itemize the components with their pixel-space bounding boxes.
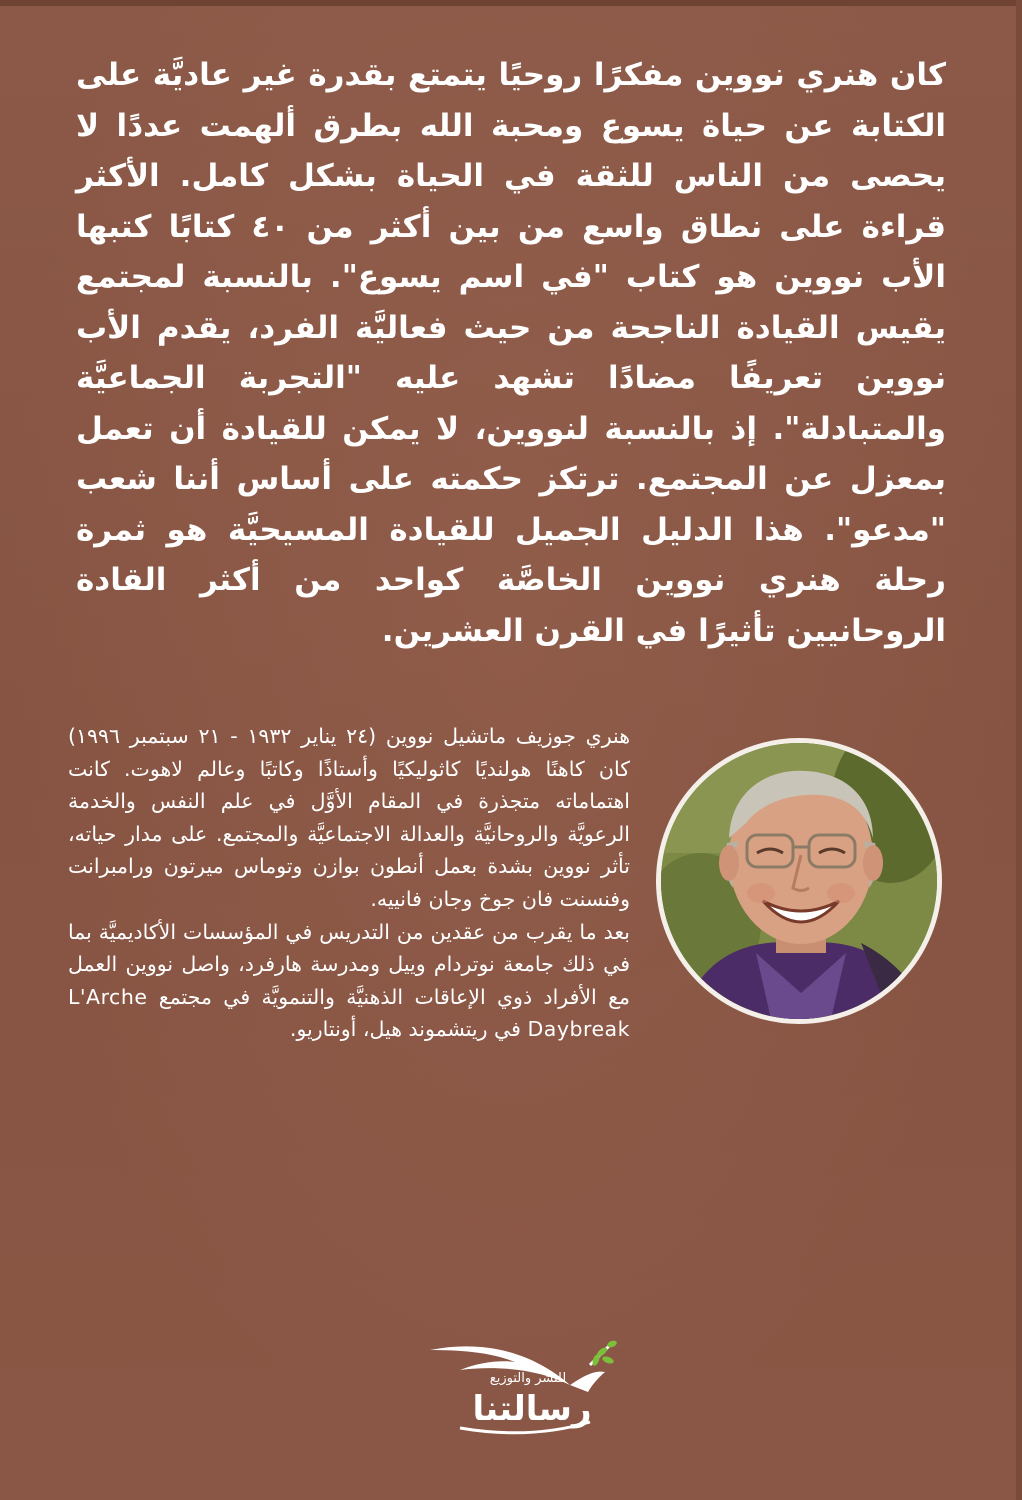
publisher-tagline: للنشر والتوزيع — [489, 1371, 567, 1386]
dove-olive-branch-icon — [420, 1330, 620, 1440]
larche-daybreak-name: L'Arche Daybreak — [68, 984, 630, 1042]
author-bio-paragraph-2-start: بعد ما يقرب من عقدين من التدريس في المؤسسات الأكاديميَّة بما في ذلك جامعة نوتردام وييل ومدرسة هارفرد، واصل نووين العمل مع الأفراد ذوي الإعاقات الذهنيَّة والتنمويَّة في مجتمع — [68, 919, 630, 1009]
book-blurb: كان هنري نووين مفكرًا روحيًا يتمتع بقدرة غير عاديَّة على الكتابة عن حياة يسوع ومحبة الله بطرق ألهمت عددًا لا يحصى من الناس للثقة في الحياة بشكل كامل. الأكثر قراءة على نطاق واسع من بين أكثر من ٤٠ كتابًا كتبها الأب نووين هو كتاب "في اسم يسوع". بالنسبة لمجتمع يقيس القيادة الناجحة من حيث فعاليَّة الفرد، يقدم الأب نووين تعريفًا مضادًا تشهد عليه "التجربة الجماعيَّة والمتبادلة". إذ بالنسبة لنووين، لا يمكن للقيادة أن تعمل بمعزل عن المجتمع. ترتكز حكمته على أساس أننا شعب "مدعو". هذا الدليل الجميل للقيادة المسيحيَّة هو ثمرة رحلة هنري نووين الخاصَّة كواحد من أكثر القادة الروحانيين تأثيرًا في القرن العشرين. — [76, 57, 946, 649]
author-bio-paragraph-2-end: في ريتشموند هيل، أونتاريو. — [289, 1017, 521, 1042]
author-bio-paragraph-1: هنري جوزيف ماتشيل نووين (٢٤ يناير ١٩٣٢ - ٢١ سبتمبر ١٩٩٦) كان كاهنًا هولنديًا كاثوليكيًا وأستاذًا وكاتبًا وعالم لاهوت. كانت اهتماماته متجذرة في المقام الأوَّل في علم النفس والخدمة الرعويَّة والروحانيَّة والعدالة الاجتماعيَّة والمجتمع. على مدار حياته، تأثر نووين بشدة بعمل أنطون بوازن وتوماس ميرتون ورامبرانت وفنسنت فان جوخ وجان فانييه. — [68, 724, 630, 911]
author-portrait — [656, 738, 942, 1024]
author-bio-paragraph-2 — [68, 916, 630, 1046]
cover-top-edge — [0, 0, 1022, 6]
cover-right-edge — [1016, 0, 1022, 1500]
author-bio — [68, 720, 630, 1046]
author-portrait-icon — [661, 743, 937, 1019]
publisher-name: رسالتنا — [472, 1389, 592, 1429]
publisher-logo — [420, 1330, 620, 1440]
